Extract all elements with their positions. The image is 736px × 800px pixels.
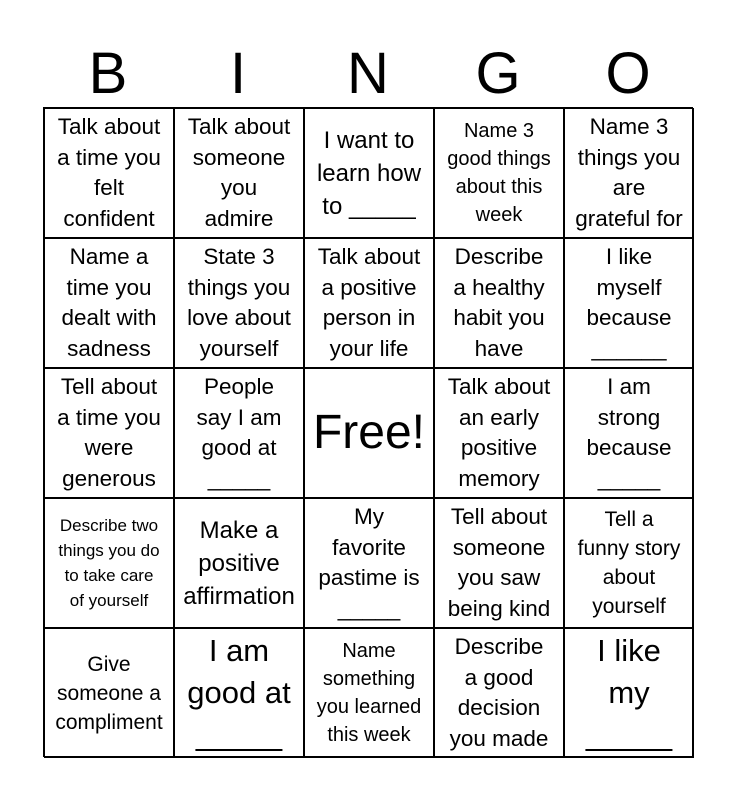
bingo-board xyxy=(43,107,693,757)
bingo-cell xyxy=(564,628,694,758)
header-letter-o: O xyxy=(605,41,651,106)
bingo-cell xyxy=(434,108,564,238)
free-space-label: Free! xyxy=(312,406,426,459)
bingo-cell xyxy=(174,368,304,498)
bingo-cell xyxy=(434,628,564,758)
cell-text: Make a positive affirmation xyxy=(183,516,295,610)
cell-text: Talk about someone you admire xyxy=(187,114,291,231)
bingo-cell xyxy=(304,628,434,758)
cell-text: I am strong because _____ xyxy=(586,374,672,491)
bingo-cell xyxy=(564,368,694,498)
cell-text: Talk about a positive person in your life xyxy=(317,244,421,361)
cell-text: Name 3 things you are grateful for xyxy=(575,114,683,231)
free-space-cell xyxy=(304,368,434,498)
bingo-cell xyxy=(174,498,304,628)
bingo-cell xyxy=(174,108,304,238)
cell-text: I want to learn how to _____ xyxy=(316,126,422,220)
bingo-cell xyxy=(304,498,434,628)
cell-text: State 3 things you love about yourself xyxy=(187,244,291,361)
bingo-cell xyxy=(434,238,564,368)
bingo-cell xyxy=(44,238,174,368)
header-letter-b: B xyxy=(88,41,128,106)
header-letter-n: N xyxy=(347,41,389,106)
cell-text: Describe two things you do to take care of yourself xyxy=(58,516,160,610)
bingo-cell xyxy=(564,108,694,238)
cell-text: I like myself because ______ xyxy=(586,244,672,361)
bingo-cell xyxy=(434,498,564,628)
cell-text: I am good at _____ xyxy=(187,633,291,752)
cell-text: Name something you learned this week xyxy=(316,640,422,746)
bingo-cell xyxy=(434,368,564,498)
cell-text: Tell about a time you were generous xyxy=(57,374,161,491)
cell-text: Tell about someone you saw being kind xyxy=(447,504,551,621)
cell-text: Name 3 good things about this week xyxy=(447,120,551,226)
cell-text: Give someone a compliment xyxy=(55,652,163,734)
cell-text: Describe a healthy habit you have xyxy=(453,244,545,361)
bingo-cell xyxy=(174,238,304,368)
bingo-cell xyxy=(304,238,434,368)
bingo-cell xyxy=(44,628,174,758)
cell-text: My favorite pastime is _____ xyxy=(318,504,420,621)
bingo-cell xyxy=(44,498,174,628)
cell-text: People say I am good at _____ xyxy=(196,374,282,491)
cell-text: Name a time you dealt with sadness xyxy=(61,244,157,361)
header-letter-g: G xyxy=(475,41,521,106)
bingo-cell xyxy=(44,108,174,238)
cell-text: Tell a funny story about yourself xyxy=(577,508,681,618)
bingo-cell xyxy=(174,628,304,758)
bingo-cell xyxy=(44,368,174,498)
cell-text: I like my _____ xyxy=(585,633,673,752)
header-letter-i: I xyxy=(229,41,247,106)
cell-text: Talk about an early positive memory xyxy=(447,374,551,491)
cell-text: Talk about a time you felt confident xyxy=(57,114,161,231)
bingo-cell xyxy=(564,498,694,628)
bingo-cell xyxy=(304,108,434,238)
cell-text: Describe a good decision you made xyxy=(449,634,549,751)
bingo-cell xyxy=(564,238,694,368)
bingo-header xyxy=(43,40,693,108)
